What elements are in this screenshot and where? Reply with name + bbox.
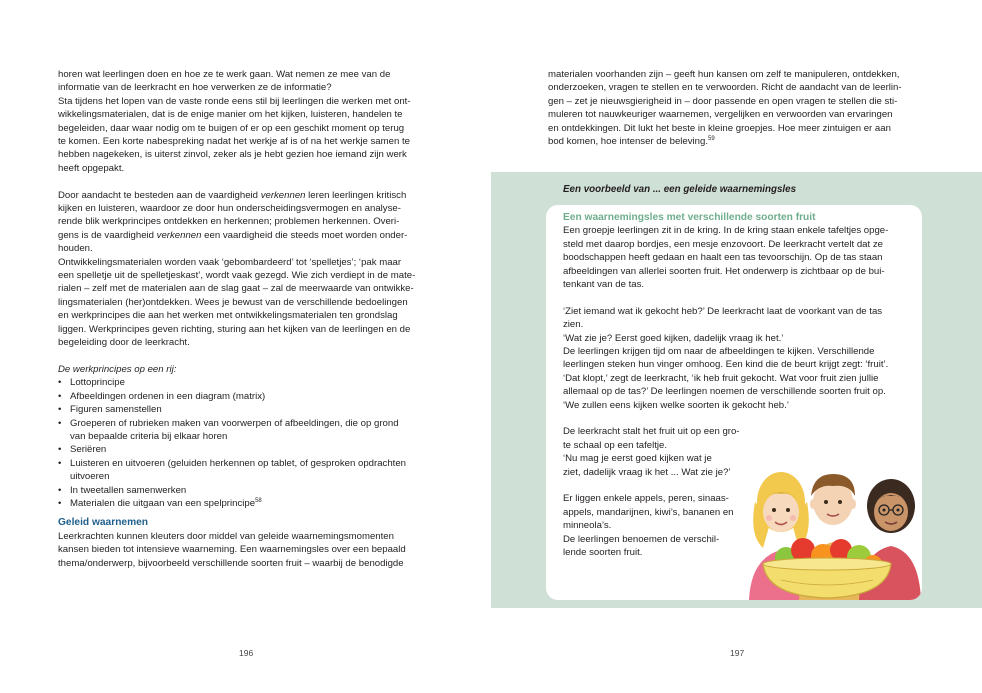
right-page-intro: materialen voorhanden zijn – geeft hun kansen om zelf te manipuleren, ontdekken, onderzoeken, vragen te stellen en te verwoorden. Richt de aandacht van de leerlin- gen – zet je nieuwsgierigheid in – door passende en open vragen te stellen die sti- muleren tot nauwkeuriger waarnemen, vergelijken en verwoorden van ervaringen en ontdekkingen. Dit lukt het beste in kleine groepjes. Hoe meer zintuigen er aan bod komen, hoe intenser de beleving.$^{59}$ <box>548 69 902 148</box>
page-number: 196 <box>239 648 254 658</box>
example-box-title: Een voorbeeld van ... een geleide waarnemingsles <box>563 184 797 195</box>
example-box-panel <box>546 205 922 600</box>
werkprincipes-list <box>58 376 442 510</box>
example-para-2: ‘Ziet iemand wat ik gekocht heb?’ De leerkracht laat de voorkant van de tas zien. ‘Wat zie je? Eerst goed kijken, dadelijk vraag ik het.’ De leerlingen krijgen tijd om naar de afbeeldingen te kijken. Verschillende leerlingen steken hun vinger omhoog. Een kind die de beurt krijgt zegt: ‘fruit’. ‘Dat klopt,’ zegt de leerkracht, ‘ik heb fruit gekocht. Wat voor fruit zien jullie allemaal op de tas?’ De leerlingen noemen de verschillende soorten fruit op. ‘We zullen eens kijken welke soorten ik gekocht heb.’ <box>563 305 889 411</box>
paragraph-3: Ontwikkelingsmaterialen worden vaak ‘gebombardeerd’ tot ‘spelletjes’; ‘pak maar een spelletje uit de spelletjeskast’, wordt vaak gezegd. Wie zich verdiept in de mate- rialen – zelf met de materialen aan de slag gaat – zal de meerwaarde van ontwikke- lingsmaterialen (her)ontdekken. Wees je bewust van de verschillende bedoelingen en werkprincipes die aan het werken met ontwikkelingsmaterialen ten grondslag liggen. Werkprincipes geven richting, sturing aan het kijken van de leerlingen en de begeleiding door de leerkracht. <box>58 256 416 349</box>
paragraph-1: horen wat leerlingen doen en hoe ze te werk gaan. Wat nemen ze mee van de informatie van de leerkracht en hoe verwerken ze de informatie? Sta tijdens het lopen van de vaste ronde eens stil bij leerlingen die werken met ont- wikkelingsmaterialen, dat is de enige manier om het kijken, luisteren, handelen te begeleiden, daar waar nodig om te buigen of er op een geschikt moment op terug te komen. Een korte nabespreking nadat het werkje af is of na het werkje samen te hebben nagekeken, is uiterst zinvol, zeker als je hebt gezien hoe iemand zijn werk heeft opgepakt. <box>58 69 411 174</box>
list-title: De werkprincipes op een rij: <box>58 363 177 375</box>
list-item: • Groeperen of rubrieken maken van voorwerpen of afbeeldingen, die op grond van bepaalde criteria bij elkaar horen <box>58 417 442 444</box>
footnote-ref[interactable]: 58 <box>255 497 262 504</box>
example-box <box>491 172 982 608</box>
example-para-3: De leerkracht stalt het fruit uit op een gro- te schaal op een tafeltje. ‘Nu mag je eerst goed kijken wat je ziet, dadelijk vraag ik het ... Wat zie je?’ <box>563 426 740 478</box>
list-item: • Materialen die uitgaan van een spelprincipe$^{58}$ <box>58 497 442 510</box>
example-para-1: Een groepje leerlingen zit in de kring. In de kring staan enkele tafeltjes opge- steld met daarop bordjes, een mesje enzovoort. De leerkracht vertelt dat ze boodschappen heeft gedaan en haalt een tas tevoorschijn. Op de tas staan afbeeldingen van allerlei soorten fruit. Het onderwerp is zichtbaar op de bui- tenkant van de tas. <box>563 225 889 291</box>
list-item: • Luisteren en uitvoeren (geluiden herkennen op tablet, of gesproken opdrachten uitvoeren <box>58 457 442 484</box>
paragraph-2: Door aandacht te besteden aan de vaardigheid verkennen leren leerlingen kritisch kijken en luisteren, waardoor ze door hun onderscheidingsvermogen en analyse- rende blik werkprincipes ontdekken en herkennen; problemen herkennen. Overi- gens is de vaardigheid verkennen een vaardigheid die steeds moet worden onder- houden. <box>58 189 408 255</box>
left-page-text <box>58 68 442 570</box>
example-heading: Een waarnemingsles met verschillende soorten fruit <box>563 212 816 223</box>
list-item: • Lottoprincipe <box>58 376 442 389</box>
footnote-ref[interactable]: 59 <box>708 135 715 142</box>
list-item: • In tweetallen samenwerken <box>58 484 442 497</box>
page-number: 197 <box>730 648 745 658</box>
list-item: • Figuren samenstellen <box>58 403 442 416</box>
section-text: Leerkrachten kunnen kleuters door middel van geleide waarnemingsmomenten kansen bieden tot intensieve waarneming. Een waarnemingsles over een bepaald thema/onderwerp, bijvoorbeeld verschillende soorten fruit – waarbij de benodigde <box>58 530 406 569</box>
list-item: • Afbeeldingen ordenen in een diagram (matrix) <box>58 390 442 403</box>
right-page <box>491 0 982 693</box>
list-item: • Seriëren <box>58 443 442 456</box>
section-heading: Geleid waarnemen <box>58 517 149 529</box>
children-fruit-bowl-illustration <box>741 440 922 600</box>
example-para-4: Er liggen enkele appels, peren, sinaas- appels, mandarijnen, kiwi’s, bananen en minneola’s. De leerlingen benoemen de verschil- lende soorten fruit. <box>563 493 734 559</box>
